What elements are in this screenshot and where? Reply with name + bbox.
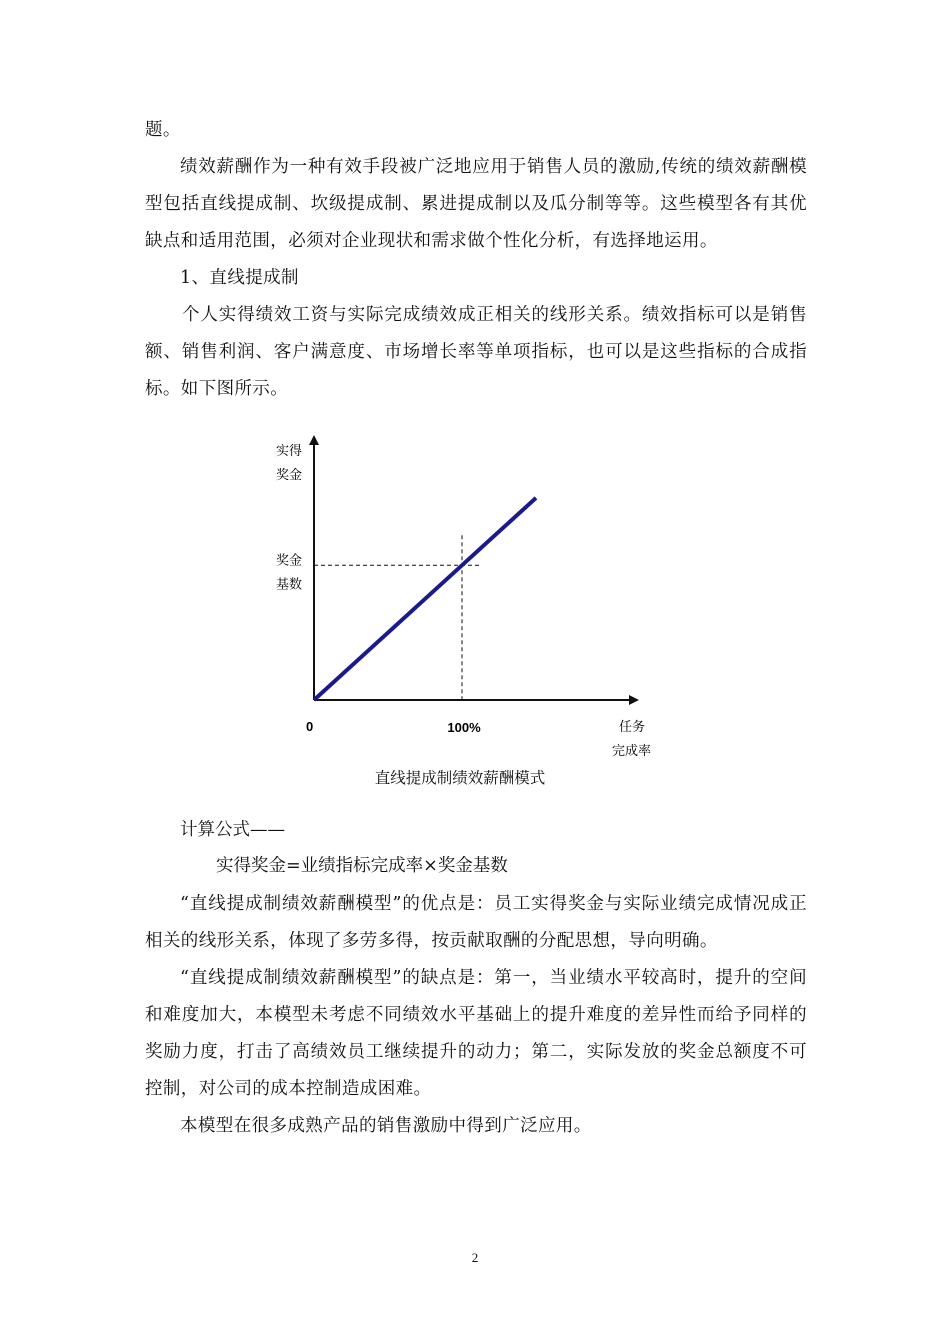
- paragraph-linear-relation: 个人实得绩效工资与实际完成绩效成正相关的线形关系。绩效指标可以是销售额、销售利润、客户满意度、市场增长率等单项指标，也可以是这些指标的合成指标。如下图所示。: [145, 305, 807, 399]
- x-axis-label-line1: 任务: [619, 720, 646, 735]
- paragraph-performance-pay: 绩效薪酬作为一种有效手段被广泛地应用于销售人员的激励,传统的绩效薪酬模型包括直线提成制、坎级提成制、累进提成制以及瓜分制等等。这些模型各有其优缺点和适用范围，必须对企业现状和需求做个性化分析，有选择地运用。: [145, 157, 807, 251]
- section-heading: 1、直线提成制: [180, 268, 299, 288]
- intro-text-block: [145, 112, 807, 408]
- page-number: 2: [471, 1250, 479, 1265]
- linear-commission-chart: [260, 432, 680, 762]
- paragraph-disadvantages: “直线提成制绩效薪酬模型”的缺点是：第一，当业绩水平较高时，提升的空间和难度加大，本模型未考虑不同绩效水平基础上的提升难度的差异性而给予同样的奖励力度，打击了高绩效员工继续提升的动力；第二，实际发放的奖金总额度不可控制，对公司的成本控制造成困难。: [145, 968, 807, 1099]
- chart-caption: 直线提成制绩效薪酬模式: [374, 769, 546, 787]
- ref-x-tick-label: 100%: [447, 720, 481, 735]
- paragraph-continuation: 题。: [145, 120, 181, 140]
- y-axis-label-line2: 奖金: [276, 468, 303, 483]
- paragraph-application: 本模型在很多成熟产品的销售激励中得到广泛应用。: [180, 1116, 592, 1136]
- chart-svg: [260, 432, 680, 762]
- x-axis-label-line2: 完成率: [612, 744, 652, 759]
- paragraph-advantages: “直线提成制绩效薪酬模型”的优点是：员工实得奖金与实际业绩完成情况成正相关的线形关系，体现了多劳多得，按贡献取酬的分配思想，导向明确。: [145, 894, 807, 951]
- y-axis-label-line1: 实得: [276, 444, 303, 459]
- series-line: [314, 498, 536, 700]
- formula-label: 计算公式——: [180, 820, 285, 840]
- origin-tick-label: 0: [306, 719, 314, 734]
- formula: 实得奖金=业绩指标完成率×奖金基数: [216, 856, 508, 876]
- ref-y-label-line2: 基数: [276, 577, 303, 593]
- analysis-text-block: [145, 886, 807, 1145]
- ref-y-label-line1: 奖金: [276, 553, 303, 569]
